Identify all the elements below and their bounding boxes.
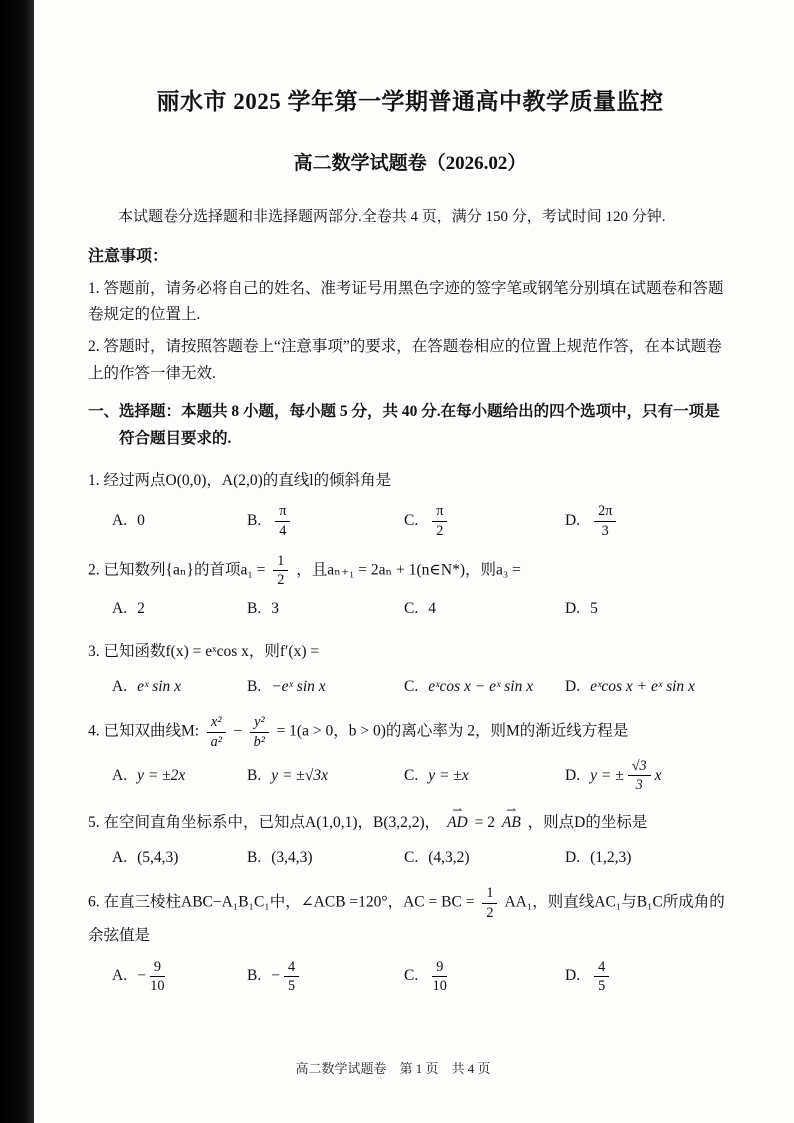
q4-option-b: [247, 764, 404, 789]
option-value: 0: [137, 511, 145, 529]
q3-option-b: [247, 675, 404, 700]
fraction: $\frac{\pi}{2}$: [432, 503, 447, 539]
option-label-a: A.: [112, 966, 128, 984]
q2-option-d: [565, 597, 732, 622]
option-label-d: D.: [565, 600, 581, 618]
q1-option-a: [112, 509, 247, 534]
q2-option-c: [404, 597, 565, 622]
section-1-heading: 一、选择题：本题共 8 小题，每小题 5 分，共 40 分.在每小题给出的四个选项中，只有一项是符合题目要求的.: [88, 403, 720, 447]
question-1: [88, 466, 732, 539]
option-label-b: B.: [247, 766, 262, 784]
fraction: $\frac{2\pi}{3}$: [594, 503, 616, 539]
option-sign: −: [271, 966, 280, 984]
option-label-a: A.: [112, 600, 128, 618]
option-label-a: A.: [112, 677, 128, 695]
question-5-options: [112, 845, 732, 871]
option-label-a: A.: [112, 766, 128, 784]
question-5-text-post: ，则点D的坐标是: [527, 813, 648, 831]
q5-option-c: [404, 846, 565, 871]
option-label-b: B.: [247, 848, 262, 866]
option-value-pre: y = ±: [590, 766, 624, 784]
q4-option-a: [112, 764, 247, 789]
question-4: [88, 714, 732, 794]
option-value: eˣcos x + eˣ sin x: [590, 677, 695, 695]
option-value: y = ±2x: [137, 766, 186, 784]
option-value-post: x: [654, 766, 662, 784]
q6-option-b: [247, 959, 404, 995]
question-4-text-pre: 4. 已知双曲线M:: [88, 722, 200, 740]
q2-option-b: [247, 597, 404, 622]
question-4-options: [112, 758, 732, 794]
q1-option-b: [247, 503, 404, 539]
question-3: [88, 637, 732, 700]
q5-option-b: [247, 846, 404, 871]
notice-item-1: 1. 答题前，请务必将自己的姓名、准考证号用黑色字迹的签字笔或钢笔分别填在试题卷和答题卷规定的位置上.: [88, 279, 724, 324]
notice-item-2: 2. 答题时，请按照答题卷上“注意事项”的要求，在答题卷相应的位置上规范作答，在本试题卷上的作答一律无效.: [88, 338, 722, 382]
question-1-options: [112, 503, 732, 539]
option-value: (5,4,3): [137, 848, 179, 866]
page-footer: 高二数学试题卷 第 1 页 共 4 页: [295, 1061, 491, 1076]
question-5-text-pre: 5. 在空间直角坐标系中，已知点A(1,0,1)，B(3,2,2)，: [88, 813, 441, 831]
exam-title: 丽水市 2025 学年第一学期普通高中教学质量监控: [156, 89, 664, 114]
exam-subtitle: 高二数学试题卷（2026.02）: [293, 152, 527, 174]
option-label-d: D.: [565, 766, 581, 784]
exam-content: [34, 0, 794, 1123]
question-5: [88, 808, 732, 871]
question-3-stem: [88, 637, 732, 666]
question-2-text-post: ，且aₙ₊₁ = 2aₙ + 1(n∈N*)，则a₃ =: [296, 561, 521, 579]
question-6-text-post: AA₁，则直线AC₁与B₁C所成角的余弦值是: [88, 893, 725, 945]
fraction: $\frac{4}{5}$: [284, 959, 299, 995]
question-1-text: 1. 经过两点O(0,0)，A(2,0)的直线l的倾斜角是: [88, 471, 392, 489]
option-label-b: B.: [247, 600, 262, 618]
question-4-text-post: = 1(a > 0，b > 0)的离心率为 2，则M的渐近线方程是: [276, 722, 629, 740]
fraction: $\frac{9}{10}$: [432, 958, 447, 994]
fraction: $\frac{\text{x²}}{\text{a²}}$: [207, 714, 226, 750]
question-2-stem: [88, 553, 732, 589]
q6-option-a: [112, 959, 247, 995]
fraction: $\frac{\text{y²}}{\text{b²}}$: [250, 714, 269, 750]
question-6-stem: [88, 885, 732, 950]
q2-option-a: [112, 597, 247, 622]
option-value: eˣ sin x: [137, 677, 182, 695]
vector-AD: AD ⇀: [447, 808, 468, 837]
option-value: 2: [137, 600, 145, 618]
q5-option-d: [565, 846, 732, 871]
exam-intro: 本试题卷分选择题和非选择题两部分.全卷共 4 页，满分 150 分，考试时间 120 分钟.: [118, 209, 666, 226]
option-value: y = ±x: [428, 766, 469, 784]
fraction: $\frac{4}{5}$: [594, 959, 609, 995]
vector-AB: AB ⇀: [502, 808, 521, 837]
question-3-options: [112, 674, 732, 700]
option-sign: −: [137, 966, 146, 984]
question-2-text-pre: 2. 已知数列{aₙ}的首项a₁ =: [88, 561, 266, 579]
fraction: $\frac{1}{2}$: [273, 553, 288, 589]
option-label-c: C.: [404, 511, 419, 529]
q3-option-a: [112, 675, 247, 700]
option-label-d: D.: [565, 966, 581, 984]
option-value: y = ±√3x: [271, 766, 328, 784]
option-label-d: D.: [565, 511, 581, 529]
q6-option-c: [404, 959, 565, 995]
option-label-c: C.: [404, 766, 419, 784]
question-3-text: 3. 已知函数f(x) = eˣcos x，则f′(x) =: [88, 642, 320, 660]
option-value: 3: [271, 600, 279, 618]
scan-edge-strip: [0, 0, 34, 1123]
option-label-d: D.: [565, 848, 581, 866]
option-label-a: A.: [112, 511, 128, 529]
option-value: −eˣ sin x: [271, 677, 326, 695]
q6-option-d: [565, 959, 732, 995]
option-label-c: C.: [404, 677, 419, 695]
fraction: $\frac{1}{2}$: [482, 885, 497, 921]
q1-option-c: [404, 503, 565, 539]
option-value: (4,3,2): [428, 848, 470, 866]
fraction: $\frac{\pi}{4}$: [275, 503, 290, 539]
minus-sign: −: [233, 722, 243, 740]
q1-option-d: [565, 503, 732, 539]
option-label-b: B.: [247, 966, 262, 984]
question-6-options: [112, 959, 732, 995]
question-1-stem: [88, 466, 732, 495]
fraction: $\frac{√3}{3}$: [628, 758, 651, 794]
option-label-a: A.: [112, 848, 128, 866]
q4-option-d: [565, 758, 732, 794]
question-5-equals: = 2: [474, 813, 495, 831]
question-2: [88, 553, 732, 623]
question-4-stem: [88, 714, 732, 750]
q4-option-c: [404, 764, 565, 789]
question-6-text-pre: 6. 在直三棱柱ABC−A₁B₁C₁中，∠ACB =120°，AC = BC =: [88, 893, 475, 911]
question-2-options: [112, 597, 732, 623]
option-value: 5: [590, 600, 598, 618]
question-5-stem: [88, 808, 732, 837]
option-value: eˣcos x − eˣ sin x: [428, 677, 534, 695]
option-label-c: C.: [404, 848, 419, 866]
option-value: 4: [428, 600, 436, 618]
q3-option-c: [404, 675, 565, 700]
option-label-b: B.: [247, 511, 262, 529]
fraction: $\frac{9}{10}$: [150, 958, 165, 994]
question-6: [88, 885, 732, 994]
q3-option-d: [565, 675, 732, 700]
option-label-c: C.: [404, 966, 419, 984]
q5-option-a: [112, 846, 247, 871]
option-value: (1,2,3): [590, 848, 632, 866]
notice-heading: 注意事项：: [88, 248, 169, 266]
option-label-d: D.: [565, 677, 581, 695]
option-value: (3,4,3): [271, 848, 313, 866]
option-label-b: B.: [247, 677, 262, 695]
option-label-c: C.: [404, 600, 419, 618]
